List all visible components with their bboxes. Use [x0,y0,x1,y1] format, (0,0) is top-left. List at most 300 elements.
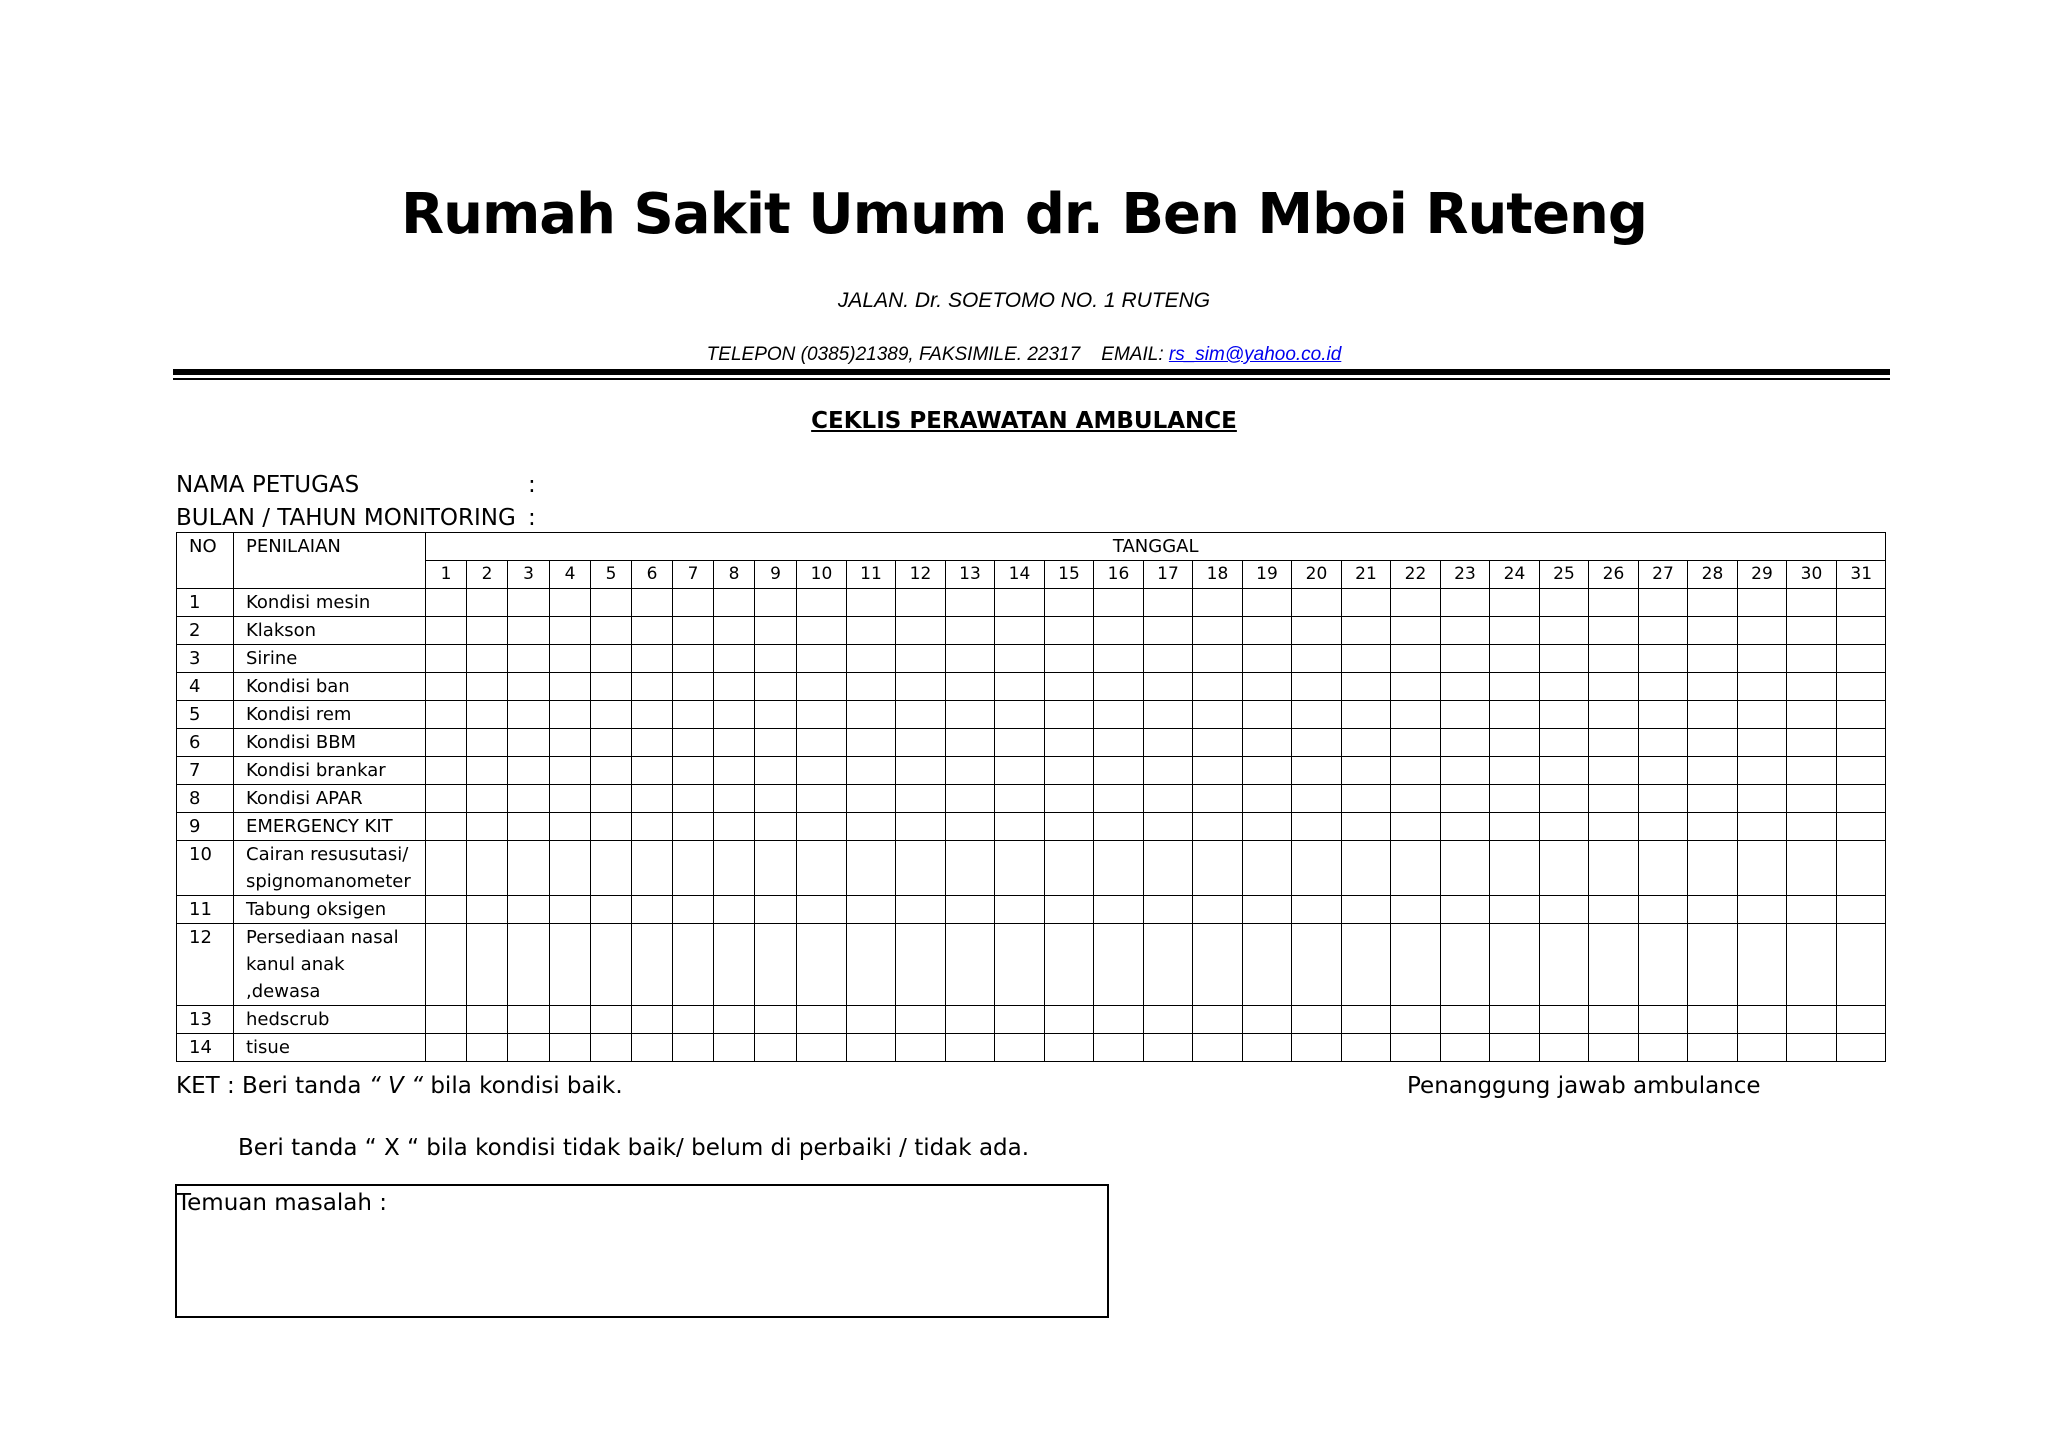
check-cell[interactable] [1391,645,1441,673]
check-cell[interactable] [1639,924,1688,1006]
check-cell[interactable] [1342,1034,1391,1062]
check-cell[interactable] [797,1034,847,1062]
check-cell[interactable] [467,757,508,785]
check-cell[interactable] [1094,617,1144,645]
check-cell[interactable] [467,1006,508,1034]
check-cell[interactable] [1243,729,1292,757]
check-cell[interactable] [426,1006,467,1034]
check-cell[interactable] [550,729,591,757]
check-cell[interactable] [1391,1006,1441,1034]
check-cell[interactable] [1837,673,1886,701]
check-cell[interactable] [1094,1006,1144,1034]
check-cell[interactable] [1342,589,1391,617]
check-cell[interactable] [1540,785,1589,813]
check-cell[interactable] [673,1034,714,1062]
check-cell[interactable] [1144,1034,1193,1062]
check-cell[interactable] [1639,841,1688,896]
check-cell[interactable] [426,757,467,785]
check-cell[interactable] [847,589,896,617]
check-cell[interactable] [1144,701,1193,729]
check-cell[interactable] [847,841,896,896]
check-cell[interactable] [755,645,797,673]
check-cell[interactable] [1787,729,1837,757]
check-cell[interactable] [591,589,632,617]
check-cell[interactable] [508,589,550,617]
check-cell[interactable] [1540,701,1589,729]
check-cell[interactable] [632,841,673,896]
check-cell[interactable] [714,813,755,841]
check-cell[interactable] [995,1006,1045,1034]
check-cell[interactable] [1738,1034,1787,1062]
check-cell[interactable] [1193,841,1243,896]
check-cell[interactable] [1292,757,1342,785]
check-cell[interactable] [1292,1006,1342,1034]
check-cell[interactable] [946,813,995,841]
check-cell[interactable] [1540,617,1589,645]
check-cell[interactable] [1787,785,1837,813]
check-cell[interactable] [1391,1034,1441,1062]
check-cell[interactable] [508,896,550,924]
check-cell[interactable] [1540,813,1589,841]
check-cell[interactable] [1144,729,1193,757]
check-cell[interactable] [632,896,673,924]
check-cell[interactable] [1837,1006,1886,1034]
check-cell[interactable] [1787,757,1837,785]
check-cell[interactable] [847,924,896,1006]
check-cell[interactable] [1639,617,1688,645]
check-cell[interactable] [1490,589,1540,617]
check-cell[interactable] [714,589,755,617]
check-cell[interactable] [1243,617,1292,645]
check-cell[interactable] [673,1006,714,1034]
check-cell[interactable] [1540,1006,1589,1034]
check-cell[interactable] [1243,896,1292,924]
check-cell[interactable] [1490,1006,1540,1034]
check-cell[interactable] [847,785,896,813]
check-cell[interactable] [1490,757,1540,785]
check-cell[interactable] [550,896,591,924]
check-cell[interactable] [1292,896,1342,924]
check-cell[interactable] [1342,701,1391,729]
check-cell[interactable] [797,757,847,785]
check-cell[interactable] [632,813,673,841]
check-cell[interactable] [1045,841,1094,896]
check-cell[interactable] [1787,813,1837,841]
check-cell[interactable] [1639,1006,1688,1034]
issues-box[interactable] [175,1184,1109,1318]
check-cell[interactable] [1045,589,1094,617]
check-cell[interactable] [755,757,797,785]
check-cell[interactable] [946,617,995,645]
check-cell[interactable] [714,757,755,785]
check-cell[interactable] [1490,729,1540,757]
check-cell[interactable] [1144,841,1193,896]
check-cell[interactable] [1045,757,1094,785]
check-cell[interactable] [896,617,946,645]
check-cell[interactable] [632,757,673,785]
check-cell[interactable] [1094,785,1144,813]
check-cell[interactable] [995,924,1045,1006]
check-cell[interactable] [847,645,896,673]
check-cell[interactable] [896,589,946,617]
check-cell[interactable] [1243,841,1292,896]
check-cell[interactable] [1441,785,1490,813]
check-cell[interactable] [1787,1034,1837,1062]
check-cell[interactable] [797,1006,847,1034]
check-cell[interactable] [1738,924,1787,1006]
check-cell[interactable] [1738,896,1787,924]
check-cell[interactable] [946,701,995,729]
check-cell[interactable] [1787,1006,1837,1034]
check-cell[interactable] [946,785,995,813]
check-cell[interactable] [797,896,847,924]
check-cell[interactable] [591,645,632,673]
check-cell[interactable] [426,729,467,757]
check-cell[interactable] [673,924,714,1006]
check-cell[interactable] [1193,785,1243,813]
check-cell[interactable] [1837,729,1886,757]
check-cell[interactable] [1292,617,1342,645]
check-cell[interactable] [426,924,467,1006]
check-cell[interactable] [1639,785,1688,813]
check-cell[interactable] [1589,924,1639,1006]
check-cell[interactable] [550,785,591,813]
check-cell[interactable] [673,785,714,813]
check-cell[interactable] [1193,813,1243,841]
check-cell[interactable] [550,617,591,645]
check-cell[interactable] [1787,645,1837,673]
check-cell[interactable] [591,617,632,645]
check-cell[interactable] [1639,729,1688,757]
check-cell[interactable] [1688,673,1738,701]
check-cell[interactable] [1837,785,1886,813]
check-cell[interactable] [1441,701,1490,729]
check-cell[interactable] [995,841,1045,896]
check-cell[interactable] [591,673,632,701]
check-cell[interactable] [1688,896,1738,924]
check-cell[interactable] [755,729,797,757]
check-cell[interactable] [1540,589,1589,617]
check-cell[interactable] [508,924,550,1006]
check-cell[interactable] [755,896,797,924]
check-cell[interactable] [1688,589,1738,617]
check-cell[interactable] [426,841,467,896]
check-cell[interactable] [673,896,714,924]
check-cell[interactable] [550,589,591,617]
check-cell[interactable] [1490,896,1540,924]
check-cell[interactable] [1292,1034,1342,1062]
check-cell[interactable] [797,841,847,896]
check-cell[interactable] [896,785,946,813]
check-cell[interactable] [550,1006,591,1034]
check-cell[interactable] [714,729,755,757]
check-cell[interactable] [755,841,797,896]
check-cell[interactable] [467,785,508,813]
check-cell[interactable] [1639,645,1688,673]
check-cell[interactable] [1490,841,1540,896]
check-cell[interactable] [1639,1034,1688,1062]
check-cell[interactable] [946,896,995,924]
check-cell[interactable] [1441,617,1490,645]
check-cell[interactable] [1094,896,1144,924]
check-cell[interactable] [1391,813,1441,841]
check-cell[interactable] [995,757,1045,785]
check-cell[interactable] [1243,757,1292,785]
check-cell[interactable] [946,841,995,896]
check-cell[interactable] [1787,673,1837,701]
check-cell[interactable] [1490,673,1540,701]
check-cell[interactable] [1441,729,1490,757]
check-cell[interactable] [550,673,591,701]
check-cell[interactable] [1243,645,1292,673]
check-cell[interactable] [1094,701,1144,729]
check-cell[interactable] [1045,813,1094,841]
check-cell[interactable] [995,673,1045,701]
check-cell[interactable] [632,617,673,645]
check-cell[interactable] [550,645,591,673]
email-link[interactable]: rs_sim@yahoo.co.id [1168,344,1342,365]
check-cell[interactable] [426,896,467,924]
check-cell[interactable] [550,1034,591,1062]
check-cell[interactable] [467,673,508,701]
check-cell[interactable] [896,896,946,924]
check-cell[interactable] [591,924,632,1006]
check-cell[interactable] [1688,757,1738,785]
check-cell[interactable] [1045,729,1094,757]
check-cell[interactable] [632,1006,673,1034]
check-cell[interactable] [673,841,714,896]
check-cell[interactable] [1589,1006,1639,1034]
check-cell[interactable] [755,1034,797,1062]
check-cell[interactable] [1441,813,1490,841]
check-cell[interactable] [1738,1006,1787,1034]
check-cell[interactable] [591,896,632,924]
check-cell[interactable] [467,1034,508,1062]
check-cell[interactable] [1045,645,1094,673]
check-cell[interactable] [1639,701,1688,729]
check-cell[interactable] [1391,785,1441,813]
check-cell[interactable] [995,896,1045,924]
check-cell[interactable] [673,589,714,617]
check-cell[interactable] [1540,729,1589,757]
check-cell[interactable] [1837,1034,1886,1062]
check-cell[interactable] [591,757,632,785]
check-cell[interactable] [1688,701,1738,729]
check-cell[interactable] [1441,841,1490,896]
check-cell[interactable] [1045,1006,1094,1034]
check-cell[interactable] [1144,645,1193,673]
check-cell[interactable] [1837,813,1886,841]
check-cell[interactable] [1094,1034,1144,1062]
check-cell[interactable] [1342,924,1391,1006]
check-cell[interactable] [1589,785,1639,813]
check-cell[interactable] [714,785,755,813]
check-cell[interactable] [1441,924,1490,1006]
check-cell[interactable] [946,1034,995,1062]
check-cell[interactable] [755,924,797,1006]
check-cell[interactable] [1540,896,1589,924]
check-cell[interactable] [1045,896,1094,924]
check-cell[interactable] [755,785,797,813]
check-cell[interactable] [714,1034,755,1062]
check-cell[interactable] [426,1034,467,1062]
check-cell[interactable] [467,924,508,1006]
check-cell[interactable] [673,673,714,701]
check-cell[interactable] [1243,701,1292,729]
check-cell[interactable] [946,673,995,701]
check-cell[interactable] [508,757,550,785]
check-cell[interactable] [591,1006,632,1034]
check-cell[interactable] [1738,701,1787,729]
check-cell[interactable] [1787,924,1837,1006]
check-cell[interactable] [1243,589,1292,617]
check-cell[interactable] [1391,896,1441,924]
check-cell[interactable] [1391,673,1441,701]
check-cell[interactable] [1738,813,1787,841]
check-cell[interactable] [1540,757,1589,785]
check-cell[interactable] [591,1034,632,1062]
check-cell[interactable] [673,813,714,841]
check-cell[interactable] [1391,701,1441,729]
check-cell[interactable] [714,1006,755,1034]
check-cell[interactable] [896,645,946,673]
check-cell[interactable] [426,701,467,729]
check-cell[interactable] [1243,813,1292,841]
check-cell[interactable] [673,701,714,729]
check-cell[interactable] [1144,896,1193,924]
check-cell[interactable] [1193,701,1243,729]
check-cell[interactable] [1837,757,1886,785]
check-cell[interactable] [550,701,591,729]
check-cell[interactable] [426,645,467,673]
check-cell[interactable] [508,785,550,813]
check-cell[interactable] [1540,1034,1589,1062]
check-cell[interactable] [1738,673,1787,701]
check-cell[interactable] [1441,896,1490,924]
check-cell[interactable] [797,701,847,729]
check-cell[interactable] [1243,924,1292,1006]
check-cell[interactable] [550,757,591,785]
check-cell[interactable] [1094,757,1144,785]
check-cell[interactable] [847,617,896,645]
check-cell[interactable] [1243,785,1292,813]
check-cell[interactable] [1342,785,1391,813]
check-cell[interactable] [1342,1006,1391,1034]
check-cell[interactable] [1193,729,1243,757]
check-cell[interactable] [1688,1034,1738,1062]
check-cell[interactable] [896,1034,946,1062]
check-cell[interactable] [632,729,673,757]
check-cell[interactable] [1391,841,1441,896]
check-cell[interactable] [550,841,591,896]
check-cell[interactable] [467,645,508,673]
check-cell[interactable] [896,729,946,757]
check-cell[interactable] [1688,729,1738,757]
check-cell[interactable] [426,673,467,701]
check-cell[interactable] [1787,701,1837,729]
check-cell[interactable] [508,1006,550,1034]
check-cell[interactable] [946,729,995,757]
check-cell[interactable] [508,645,550,673]
check-cell[interactable] [1193,757,1243,785]
check-cell[interactable] [1490,617,1540,645]
check-cell[interactable] [1144,617,1193,645]
check-cell[interactable] [1292,589,1342,617]
check-cell[interactable] [508,813,550,841]
check-cell[interactable] [1738,729,1787,757]
check-cell[interactable] [508,729,550,757]
check-cell[interactable] [1193,645,1243,673]
check-cell[interactable] [1292,729,1342,757]
check-cell[interactable] [946,757,995,785]
check-cell[interactable] [995,813,1045,841]
check-cell[interactable] [1391,729,1441,757]
check-cell[interactable] [1639,896,1688,924]
check-cell[interactable] [896,924,946,1006]
check-cell[interactable] [1243,673,1292,701]
check-cell[interactable] [1639,813,1688,841]
check-cell[interactable] [1441,645,1490,673]
check-cell[interactable] [508,673,550,701]
check-cell[interactable] [1837,701,1886,729]
check-cell[interactable] [1094,645,1144,673]
check-cell[interactable] [1292,785,1342,813]
check-cell[interactable] [1193,1034,1243,1062]
check-cell[interactable] [896,757,946,785]
check-cell[interactable] [1094,729,1144,757]
check-cell[interactable] [467,896,508,924]
check-cell[interactable] [847,757,896,785]
check-cell[interactable] [1589,841,1639,896]
check-cell[interactable] [550,813,591,841]
check-cell[interactable] [467,589,508,617]
check-cell[interactable] [591,841,632,896]
check-cell[interactable] [797,924,847,1006]
check-cell[interactable] [591,729,632,757]
check-cell[interactable] [591,785,632,813]
check-cell[interactable] [797,589,847,617]
check-cell[interactable] [1045,617,1094,645]
check-cell[interactable] [1094,813,1144,841]
check-cell[interactable] [847,729,896,757]
check-cell[interactable] [1688,1006,1738,1034]
check-cell[interactable] [714,924,755,1006]
check-cell[interactable] [550,924,591,1006]
check-cell[interactable] [1837,896,1886,924]
check-cell[interactable] [632,1034,673,1062]
check-cell[interactable] [1490,1034,1540,1062]
check-cell[interactable] [1144,785,1193,813]
check-cell[interactable] [1589,589,1639,617]
check-cell[interactable] [632,924,673,1006]
check-cell[interactable] [755,589,797,617]
check-cell[interactable] [1045,701,1094,729]
check-cell[interactable] [1144,813,1193,841]
check-cell[interactable] [1045,1034,1094,1062]
check-cell[interactable] [1688,841,1738,896]
check-cell[interactable] [896,813,946,841]
check-cell[interactable] [1589,617,1639,645]
check-cell[interactable] [673,617,714,645]
check-cell[interactable] [1490,785,1540,813]
check-cell[interactable] [1738,617,1787,645]
check-cell[interactable] [426,589,467,617]
check-cell[interactable] [995,645,1045,673]
check-cell[interactable] [1144,757,1193,785]
check-cell[interactable] [847,701,896,729]
check-cell[interactable] [632,673,673,701]
check-cell[interactable] [1688,785,1738,813]
